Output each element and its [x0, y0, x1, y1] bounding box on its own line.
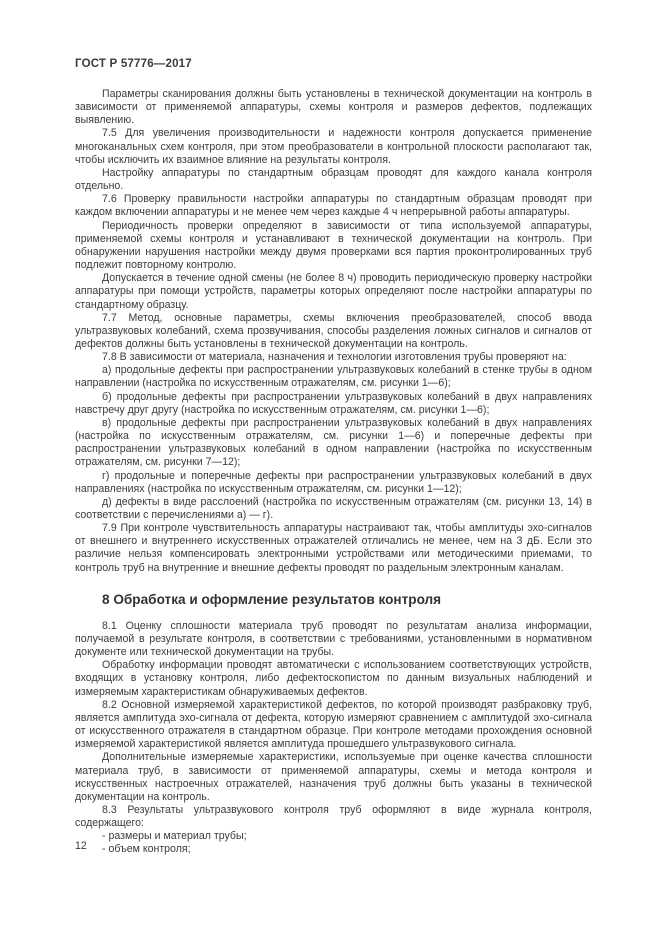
section-heading: 8 Обработка и оформление результатов контроля — [102, 591, 442, 607]
document-header: ГОСТ Р 57776—2017 — [75, 58, 192, 70]
paragraph: 7.6 Проверку правильности настройки аппаратуры по стандартным образцам проводят при каждом включении аппаратуры и не менее чем через каждые 4 ч непрерывной работы аппаратуры. — [75, 193, 592, 219]
paragraph: 7.9 При контроле чувствительность аппаратуры настраивают так, чтобы амплитуды эхо-сигналов от внешнего и внутреннего искусственных отражателей отличались не менее, чем на 3 дБ. Если это различие нельзя компенсировать электронными устройствами или методическими приемами, то контроль труб на внутренние и внешние дефекты проводят по раздельным электронным каналам. — [75, 522, 592, 574]
page-number: 12 — [75, 840, 87, 852]
list-item-g: г) продольные и поперечные дефекты при распространении ультразвуковых колебаний в двух направлениях (настройка по искусственным отражателям, см. рисунки 1—12); — [75, 469, 592, 495]
list-item-d: д) дефекты в виде расслоений (настройка по искусственным отражателям (см. рисунки 13, 14) в соответствии с перечислениями а) — г). — [75, 495, 592, 521]
paragraph: Дополнительные измеряемые характеристики, используемые при оценке качества сплошности материала труб, в зависимости от применяемой аппаратуры, схемы и метода контроля и искусственных настроечных отражателей, назначения труб должны быть указаны в технической документации на контроль. — [75, 751, 592, 803]
list-item-b: б) продольные дефекты при распространении ультразвуковых колебаний в двух направлениях навстречу друг другу (настройка по искусственным отражателям, см. рисунки 1—6); — [75, 390, 592, 416]
paragraph: Параметры сканирования должны быть установлены в технической документации на контроль в зависимости от применяемой аппаратуры, схемы контроля и размеров дефектов, подлежащих выявлению. — [75, 88, 592, 127]
paragraph: Допускается в течение одной смены (не более 8 ч) проводить периодическую проверку настройки аппаратуры при помощи устройств, параметры которых определяют после настройки аппаратуры по стандартному образцу. — [75, 272, 592, 311]
paragraph: 8.3 Результаты ультразвукового контроля труб оформляют в виде журнала контроля, содержащего: — [75, 803, 592, 830]
paragraph: 7.8 В зависимости от материала, назначения и технологии изготовления трубы проверяют на: — [102, 351, 567, 364]
paragraph: Периодичность проверки определяют в зависимости от типа используемой аппаратуры, применяемой схемы контроля и устанавливают в технической документации на контроль. При обнаружении нарушения настройки между двумя проверками вся партия проконтролированных труб подлежит повторному контролю. — [75, 219, 592, 272]
paragraph: 8.2 Основной измеряемой характеристикой дефектов, по которой производят разбраковку труб, является амплитуда эхо-сигнала от дефекта, которую измеряют сравнением с амплитудой эхо-сигнала от искусственного отражателя в стандартном образце. При контроле методами прохождения основной измеряемой характеристикой является амплитуда прошедшего ультразвукового сигнала. — [75, 698, 592, 751]
dash-list-item: - объем контроля; — [102, 843, 191, 856]
dash-list-item: - размеры и материал трубы; — [102, 830, 247, 843]
paragraph: 7.5 Для увеличения производительности и надежности контроля допускается применение многоканальных схем контроля, при этом преобразователи в контрольной плоскости располагают так, чтобы исключить их взаимное влияние на результаты контроля. — [75, 127, 592, 166]
list-item-a: а) продольные дефекты при распространении ультразвуковых колебаний в стенке трубы в одном направлении (настройка по искусственным отражателям, см. рисунки 1—6); — [75, 364, 592, 390]
document-body — [75, 88, 592, 857]
paragraph: Обработку информации проводят автоматически с использованием соответствующих устройств, входящих в установку контроля, либо дефектоскопистом по данным визуальных наблюдений и измеряемым характеристикам обнаруживаемых дефектов. — [75, 659, 592, 698]
paragraph: 8.1 Оценку сплошности материала труб проводят по результатам анализа информации, получаемой в результате контроля, в соответствии с требованиями, установленными в нормативном документе или технической документации на трубы. — [75, 619, 592, 659]
list-item-v: в) продольные дефекты при распространении ультразвуковых колебаний в двух направлениях (настройка по искусственным отражателям, см. рисунки 1—6) и поперечные дефекты при распространении ультразвуковых колебаний в одном направлении (настройка по искусственным отражателям, см. рисунки 7—12); — [75, 416, 592, 469]
paragraph: Настройку аппаратуры по стандартным образцам проводят для каждого канала контроля отдельно. — [75, 166, 592, 193]
paragraph: 7.7 Метод, основные параметры, схемы включения преобразователей, способ ввода ультразвуковых колебаний, схема прозвучивания, способы разделения ложных сигналов и сигналов от дефектов должны быть установлены в технической документации на контроль. — [75, 311, 592, 350]
